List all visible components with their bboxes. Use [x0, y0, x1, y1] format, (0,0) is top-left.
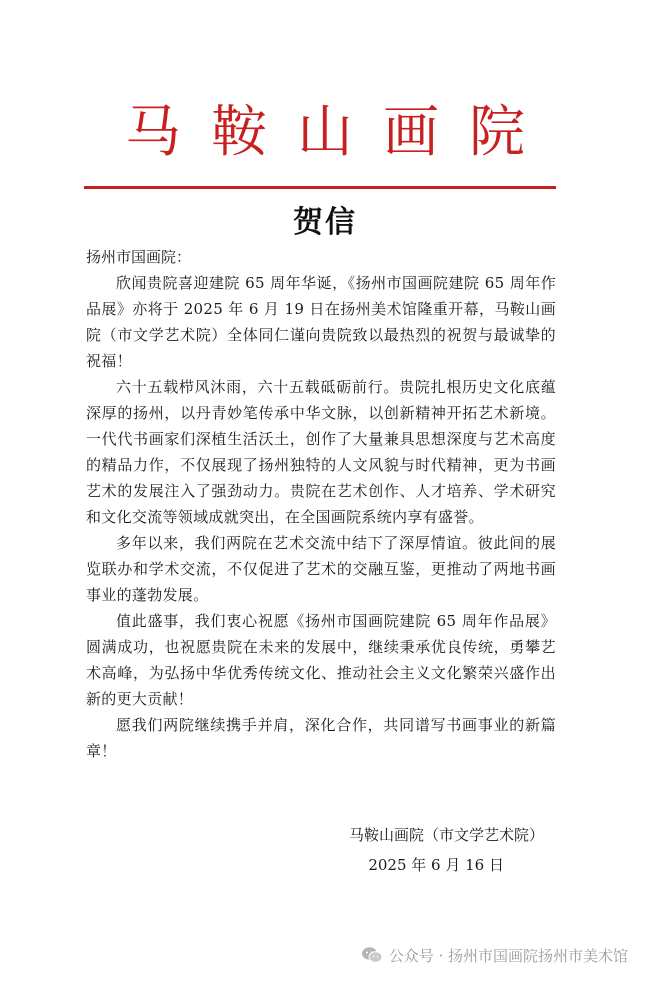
watermark-text: 公众号 · 扬州市国画院扬州市美术馆	[388, 946, 628, 965]
watermark	[361, 943, 628, 967]
signature-block	[0, 820, 544, 880]
salutation: 扬州市国画院：	[86, 248, 192, 266]
paragraph-1: 欣闻贵院喜迎建院 65 周年华诞，《扬州市国画院建院 65 周年作品展》亦将于 2025 年 6 月 19 日在扬州美术馆隆重开幕，马鞍山画院（市文学艺术院）全体同仁谨向贵院致以最热烈的祝贺与最诚挚的祝福！	[86, 274, 556, 370]
letterhead-divider	[84, 186, 556, 189]
letter-body	[86, 244, 556, 764]
paragraph-3: 多年以来，我们两院在艺术交流中结下了深厚情谊。彼此间的展览联办和学术交流，不仅促进了艺术的交融互鉴，更推动了两地书画事业的蓬勃发展。	[86, 534, 556, 604]
letterhead-title: 马鞍山画院	[125, 100, 555, 165]
signature-date: 2025 年 6 月 16 日	[368, 856, 504, 874]
paragraph-5: 愿我们两院继续携手并肩，深化合作，共同谱写书画事业的新篇章！	[86, 716, 556, 760]
document-title: 贺信	[293, 205, 357, 240]
signature-org: 马鞍山画院（市文学艺术院）	[348, 826, 544, 844]
wechat-icon	[361, 946, 383, 964]
paragraph-4: 值此盛事，我们衷心祝愿《扬州市国画院建院 65 周年作品展》圆满成功，也祝愿贵院在未来的发展中，继续秉承优良传统，勇攀艺术高峰，为弘扬中华优秀传统文化、推动社会主义文化繁荣兴盛作出新的更大贡献！	[86, 612, 556, 708]
paragraph-2: 六十五载栉风沐雨，六十五载砥砺前行。贵院扎根历史文化底蕴深厚的扬州，以丹青妙笔传承中华文脉，以创新精神开拓艺术新境。一代代书画家们深植生活沃土，创作了大量兼具思想深度与艺术高度的精品力作，不仅展现了扬州独特的人文风貌与时代精神，更为书画艺术的发展注入了强劲动力。贵院在艺术创作、人才培养、学术研究和文化交流等领域成就突出，在全国画院系统内享有盛誉。	[86, 378, 556, 526]
